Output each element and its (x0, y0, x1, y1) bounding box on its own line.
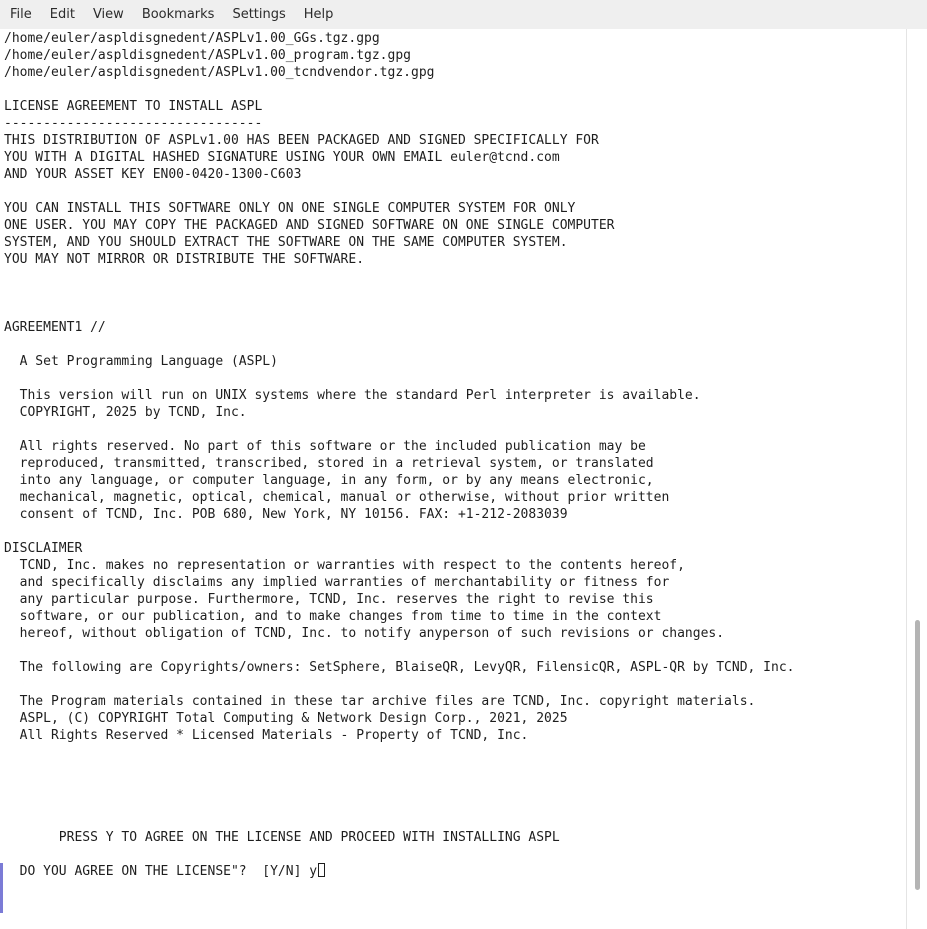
disclaimer-heading: DISCLAIMER (4, 541, 83, 556)
terminal-output[interactable] (0, 29, 906, 929)
version-info-line: COPYRIGHT, 2025 by TCND, Inc. (4, 405, 247, 420)
rights-line: consent of TCND, Inc. POB 680, New York, NY 10156. FAX: +1-212-2083039 (4, 507, 568, 522)
menu-settings[interactable]: Settings (232, 7, 286, 22)
scrollbar[interactable] (906, 29, 927, 929)
copyright-owners: The following are Copyrights/owners: SetSphere, BlaiseQR, LevyQR, FilensicQR, ASPL-QR by TCND, Inc. (4, 660, 795, 675)
menu-view[interactable]: View (92, 7, 124, 22)
menu-bar (0, 0, 927, 29)
disclaimer-line: any particular purpose. Furthermore, TCND, Inc. reserves the right to revise this (4, 592, 654, 607)
prompt-marker (0, 863, 3, 913)
program-materials-line: The Program materials contained in these tar archive files are TCND, Inc. copyright materials. (4, 694, 756, 709)
license-intro-line: THIS DISTRIBUTION OF ASPLv1.00 HAS BEEN PACKAGED AND SIGNED SPECIFICALLY FOR (4, 133, 599, 148)
version-info-line: This version will run on UNIX systems where the standard Perl interpreter is available. (4, 388, 701, 403)
license-terms-line: YOU MAY NOT MIRROR OR DISTRIBUTE THE SOFTWARE. (4, 252, 365, 267)
license-title: LICENSE AGREEMENT TO INSTALL ASPL (4, 99, 263, 114)
license-rule: --------------------------------- (4, 116, 263, 131)
scrollbar-thumb[interactable] (915, 620, 920, 890)
program-materials-line: ASPL, (C) COPYRIGHT Total Computing & Network Design Corp., 2021, 2025 (4, 711, 568, 726)
file-path-line: /home/euler/aspldisgnedent/ASPLv1.00_tcndvendor.tgz.gpg (4, 65, 435, 80)
menu-edit[interactable]: Edit (49, 7, 75, 22)
menu-file[interactable]: File (10, 7, 32, 22)
agreement-heading: AGREEMENT1 // (4, 320, 106, 335)
license-intro-line: YOU WITH A DIGITAL HASHED SIGNATURE USING YOUR OWN EMAIL euler@tcnd.com (4, 150, 560, 165)
menu-help[interactable]: Help (303, 7, 334, 22)
license-intro-line: AND YOUR ASSET KEY EN00-0420-1300-C603 (4, 167, 302, 182)
rights-line: reproduced, transmitted, transcribed, stored in a retrieval system, or translated (4, 456, 654, 471)
product-name: A Set Programming Language (ASPL) (4, 354, 278, 369)
text-cursor (318, 863, 325, 877)
press-y-prompt: PRESS Y TO AGREE ON THE LICENSE AND PROCEED WITH INSTALLING ASPL (4, 830, 560, 845)
rights-line: into any language, or computer language, in any form, or by any means electronic, (4, 473, 654, 488)
license-question-line[interactable] (0, 863, 906, 880)
license-terms-line: SYSTEM, AND YOU SHOULD EXTRACT THE SOFTWARE ON THE SAME COMPUTER SYSTEM. (4, 235, 568, 250)
license-question: DO YOU AGREE ON THE LICENSE"? [Y/N] (4, 864, 310, 879)
program-materials-line: All Rights Reserved * Licensed Materials - Property of TCND, Inc. (4, 728, 529, 743)
disclaimer-line: hereof, without obligation of TCND, Inc. to notify anyperson of such revisions or changes. (4, 626, 725, 641)
disclaimer-line: TCND, Inc. makes no representation or warranties with respect to the contents hereof, (4, 558, 685, 573)
license-terms-line: ONE USER. YOU MAY COPY THE PACKAGED AND SIGNED SOFTWARE ON ONE SINGLE COMPUTER (4, 218, 615, 233)
file-path-line: /home/euler/aspldisgnedent/ASPLv1.00_GGs.tgz.gpg (4, 31, 380, 46)
rights-line: mechanical, magnetic, optical, chemical, manual or otherwise, without prior written (4, 490, 670, 505)
disclaimer-line: software, or our publication, and to make changes from time to time in the context (4, 609, 662, 624)
rights-line: All rights reserved. No part of this software or the included publication may be (4, 439, 646, 454)
menu-bookmarks[interactable]: Bookmarks (141, 7, 215, 22)
disclaimer-line: and specifically disclaims any implied warranties of merchantability or fitness for (4, 575, 670, 590)
license-terms-line: YOU CAN INSTALL THIS SOFTWARE ONLY ON ONE SINGLE COMPUTER SYSTEM FOR ONLY (4, 201, 576, 216)
file-path-line: /home/euler/aspldisgnedent/ASPLv1.00_program.tgz.gpg (4, 48, 411, 63)
user-answer: y (309, 864, 318, 879)
